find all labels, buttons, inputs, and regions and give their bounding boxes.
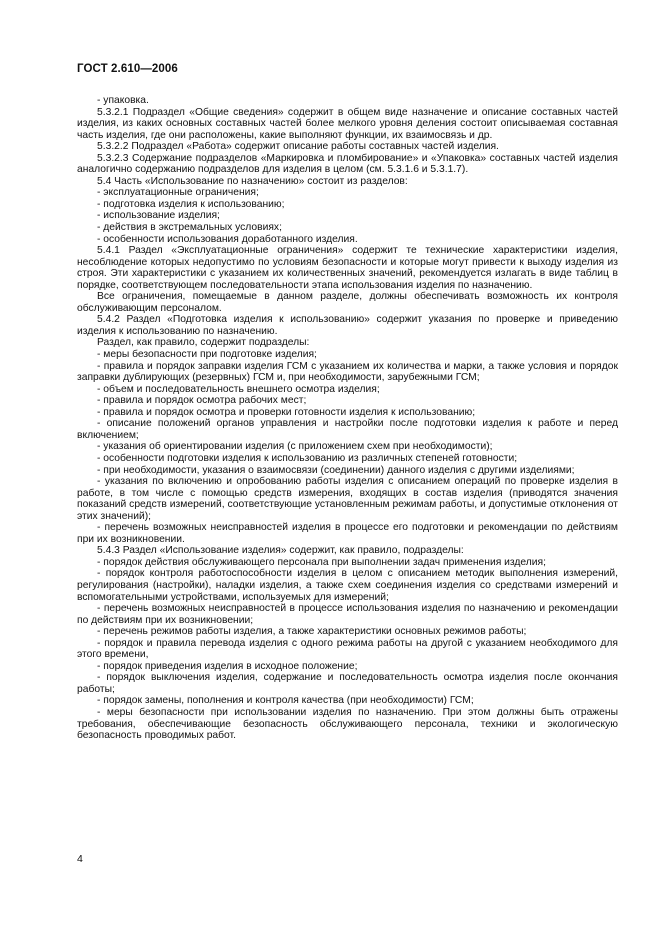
paragraph: 5.3.2.2 Подраздел «Работа» содержит описание работы составных частей изделия. — [97, 141, 499, 153]
document-body — [77, 95, 618, 742]
paragraph: - правила и порядок заправки изделия ГСМ с указанием их количества и марки, а также условия и порядок заправки дублирующих (резервных) ГСМ и, при необходимости, зарубежными ГСМ; — [77, 360, 618, 384]
paragraph: 5.4 Часть «Использование по назначению» состоит из разделов: — [97, 175, 408, 187]
paragraph: - порядок замены, пополнения и контроля качества (при необходимости) ГСМ; — [97, 695, 474, 707]
paragraph: - эксплуатационные ограничения; — [97, 187, 259, 199]
paragraph: - меры безопасности при использовании изделия по назначению. При этом должны быть отражены требования, обеспечивающие безопасность обслуживающего персонала, техники и экологическую безопасность проводимых работ. — [77, 706, 618, 742]
paragraph: - особенности использования доработанного изделия. — [97, 233, 358, 245]
paragraph: - перечень возможных неисправностей изделия в процессе его подготовки и рекомендации по действиям при их возникновении. — [77, 522, 618, 545]
paragraph: - действия в экстремальных условиях; — [97, 222, 282, 234]
paragraph: - порядок и правила перевода изделия с одного режима работы на другой с указанием необходимого для этого времени, — [77, 637, 618, 661]
paragraph: - указания об ориентировании изделия (с приложением схем при необходимости); — [97, 441, 493, 453]
paragraph: - использование изделия; — [97, 210, 220, 222]
paragraph: - меры безопасности при подготовке изделия; — [97, 349, 317, 361]
page-number: 4 — [77, 853, 83, 865]
paragraph: 5.4.3 Раздел «Использование изделия» содержит, как правило, подразделы: — [97, 545, 464, 557]
paragraph: - порядок действия обслуживающего персонала при выполнении задач применения изделия; — [97, 556, 546, 568]
paragraph: - подготовка изделия к использованию; — [97, 198, 285, 210]
paragraph: - порядок выключения изделия, содержание и последовательность осмотра изделия после окончания работы; — [77, 672, 618, 695]
paragraph: - правила и порядок осмотра и проверки готовности изделия к использованию; — [97, 406, 476, 418]
paragraph: 5.4.1 Раздел «Эксплуатационные ограничения» содержит те технические характеристики изделия, несоблюдение которых недопустимо по условиям безопасности и которые могут привести к выходу изделия из строя. Эти характеристики с указанием их количественных значений, рекомендуется излагать в виде таблиц в порядке, соответствующем последовательности этапа использования изделия по назначению. — [77, 245, 618, 291]
paragraph: - при необходимости, указания о взаимосвязи (соединении) данного изделия с другими изделиями; — [97, 464, 575, 476]
paragraph: Все ограничения, помещаемые в данном разделе, должны обеспечивать возможность их контроля обслуживающим персоналом. — [77, 291, 618, 314]
paragraph: - правила и порядок осмотра рабочих мест; — [97, 395, 307, 407]
paragraph: - упаковка. — [97, 95, 149, 106]
paragraph: - порядок контроля работоспособности изделия в целом с описанием методик выполнения измерений, регулирования (настройки), наладки изделия, а также схем соединения изделия со средствами измерений и вспомогательными устройствами, используемых для измерений; — [77, 568, 618, 603]
paragraph: Раздел, как правило, содержит подразделы: — [97, 337, 310, 349]
paragraph: - описание положений органов управления и настройки после подготовки изделия к работе и перед включением; — [77, 418, 618, 441]
paragraph: - объем и последовательность внешнего осмотра изделия; — [97, 383, 380, 395]
paragraph: - перечень возможных неисправностей в процессе использования изделия по назначению и рекомендации по действиям при их возникновении; — [77, 603, 618, 626]
paragraph: - перечень режимов работы изделия, а также характеристики основных режимов работы; — [97, 626, 527, 638]
paragraph: - особенности подготовки изделия к использованию из различных степеней готовности; — [97, 452, 518, 464]
paragraph: 5.3.2.1 Подраздел «Общие сведения» содержит в общем виде назначение и описание составных частей изделия, из каких основных составных частей более мелкого уровня деления состоит описываемая составная часть изделия, где они расположены, какие выполняют функции, их взаимосвязь и др. — [77, 106, 618, 141]
paragraph: - указания по включению и опробованию работы изделия с описанием операций по проверке изделия в работе, в том числе с помощью средств измерения, входящих в состав изделия (приводятся значения показаний средств измерений, соответствующие установленным режимам работы, и допустимые отклонения от этих значений); — [77, 476, 618, 522]
paragraph: - порядок приведения изделия в исходное положение; — [97, 660, 358, 672]
document-header: ГОСТ 2.610—2006 — [77, 63, 178, 75]
paragraph: 5.4.2 Раздел «Подготовка изделия к использованию» содержит указания по проверке и приведению изделия к использованию по назначению. — [77, 314, 618, 337]
paragraph: 5.3.2.3 Содержание подразделов «Маркировка и пломбирование» и «Упаковка» составных частей изделия аналогично содержанию подразделов для изделия в целом (см. 5.3.1.6 и 5.3.1.7). — [77, 152, 618, 176]
